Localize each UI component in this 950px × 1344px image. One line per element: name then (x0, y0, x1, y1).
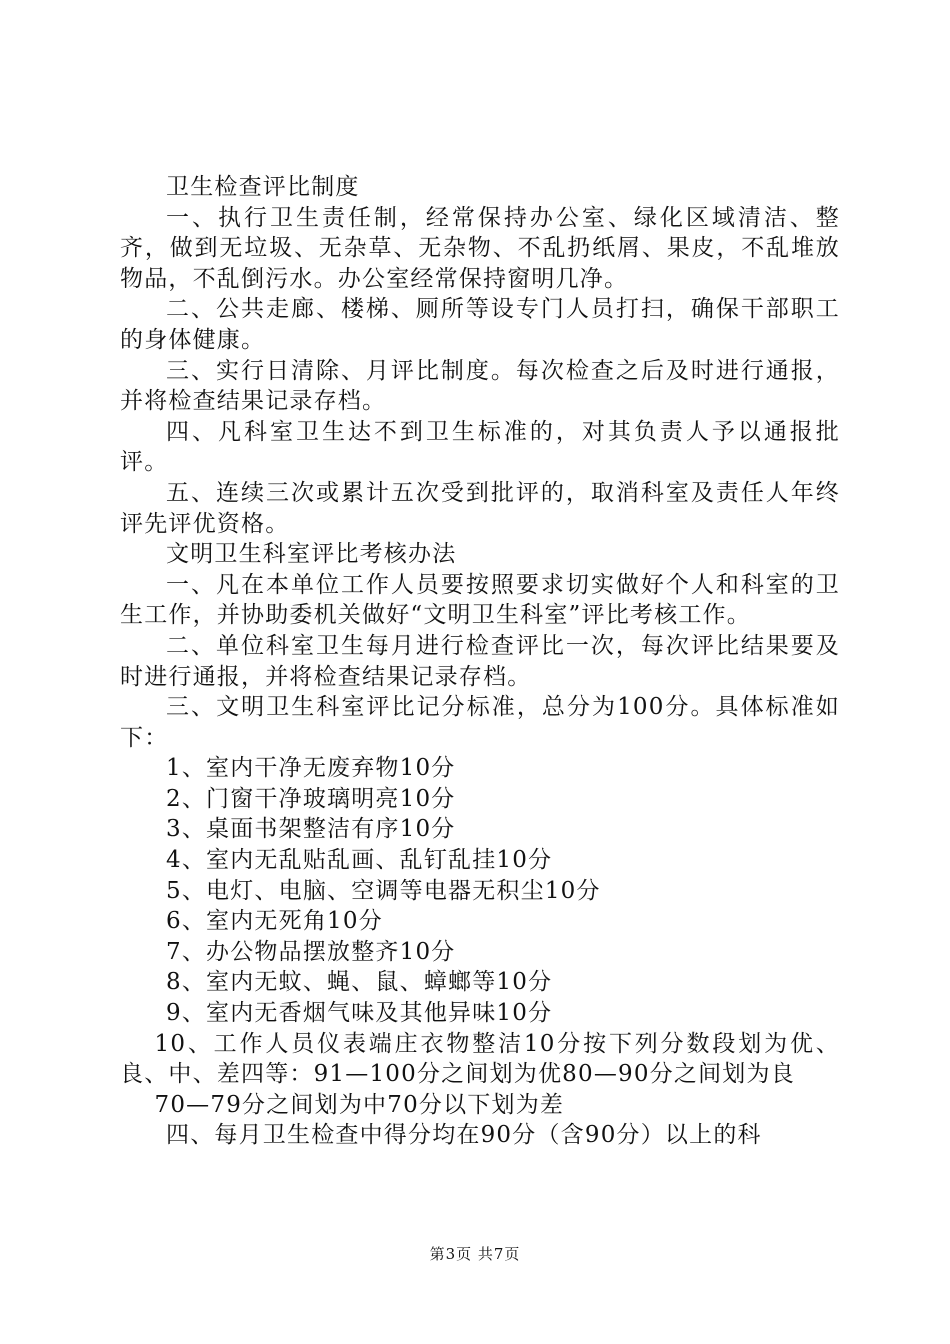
paragraph: 四、每月卫生检查中得分均在90分（含90分）以上的科 (166, 1122, 762, 1149)
paragraph: 一、执行卫生责任制，经常保持办公室、绿化区域清洁、整齐，做到无垃圾、无杂草、无杂物、不乱扔纸屑、果皮，不乱堆放物品，不乱倒污水。办公室经常保持窗明几净。 (120, 204, 840, 292)
list-item: 1、室内干净无废弃物10分 (166, 755, 456, 782)
paragraph: 二、公共走廊、楼梯、厕所等设专门人员打扫，确保干部职工的身体健康。 (120, 296, 840, 353)
list-item: 7、办公物品摆放整齐10分 (166, 938, 456, 965)
paragraph: 二、单位科室卫生每月进行检查评比一次，每次评比结果要及时进行通报，并将检查结果记录存档。 (120, 632, 840, 690)
list-item: 2、门窗干净玻璃明亮10分 (166, 785, 456, 812)
section-title-civilized-office: 文明卫生科室评比考核办法 (166, 541, 457, 568)
paragraph: 五、连续三次或累计五次受到批评的，取消科室及责任人年终评先评优资格。 (120, 479, 840, 537)
list-item: 4、室内无乱贴乱画、乱钉乱挂10分 (166, 847, 553, 874)
list-item: 9、室内无香烟气味及其他异味10分 (166, 1000, 553, 1027)
list-item: 3、桌面书架整洁有序10分 (166, 816, 456, 843)
list-item: 8、室内无蚊、蝇、鼠、蟑螂等10分 (166, 969, 553, 996)
list-item: 5、电灯、电脑、空调等电器无积尘10分 (166, 877, 601, 904)
paragraph: 70—79分之间划为中70分以下划为差 (154, 1091, 565, 1118)
section-title-hygiene-inspection: 卫生检查评比制度 (166, 174, 360, 200)
page-number-footer: 第3页 共7页 (429, 1245, 521, 1263)
list-item: 6、室内无死角10分 (166, 908, 383, 935)
paragraph: 四、凡科室卫生达不到卫生标准的，对其负责人予以通报批评。 (120, 418, 840, 476)
list-item: 10、工作人员仪表端庄衣物整洁10分按下列分数段划为优、良、中、差四等：91—100分之间划为优80—90分之间划为良 (120, 1030, 840, 1088)
paragraph: 三、实行日清除、月评比制度。每次检查之后及时进行通报，并将检查结果记录存档。 (120, 357, 840, 415)
paragraph: 一、凡在本单位工作人员要按照要求切实做好个人和科室的卫生工作，并协助委机关做好“文明卫生科室”评比考核工作。 (120, 571, 840, 629)
paragraph: 三、文明卫生科室评比记分标准，总分为100分。具体标准如下： (120, 694, 840, 751)
document-body (120, 172, 840, 1151)
